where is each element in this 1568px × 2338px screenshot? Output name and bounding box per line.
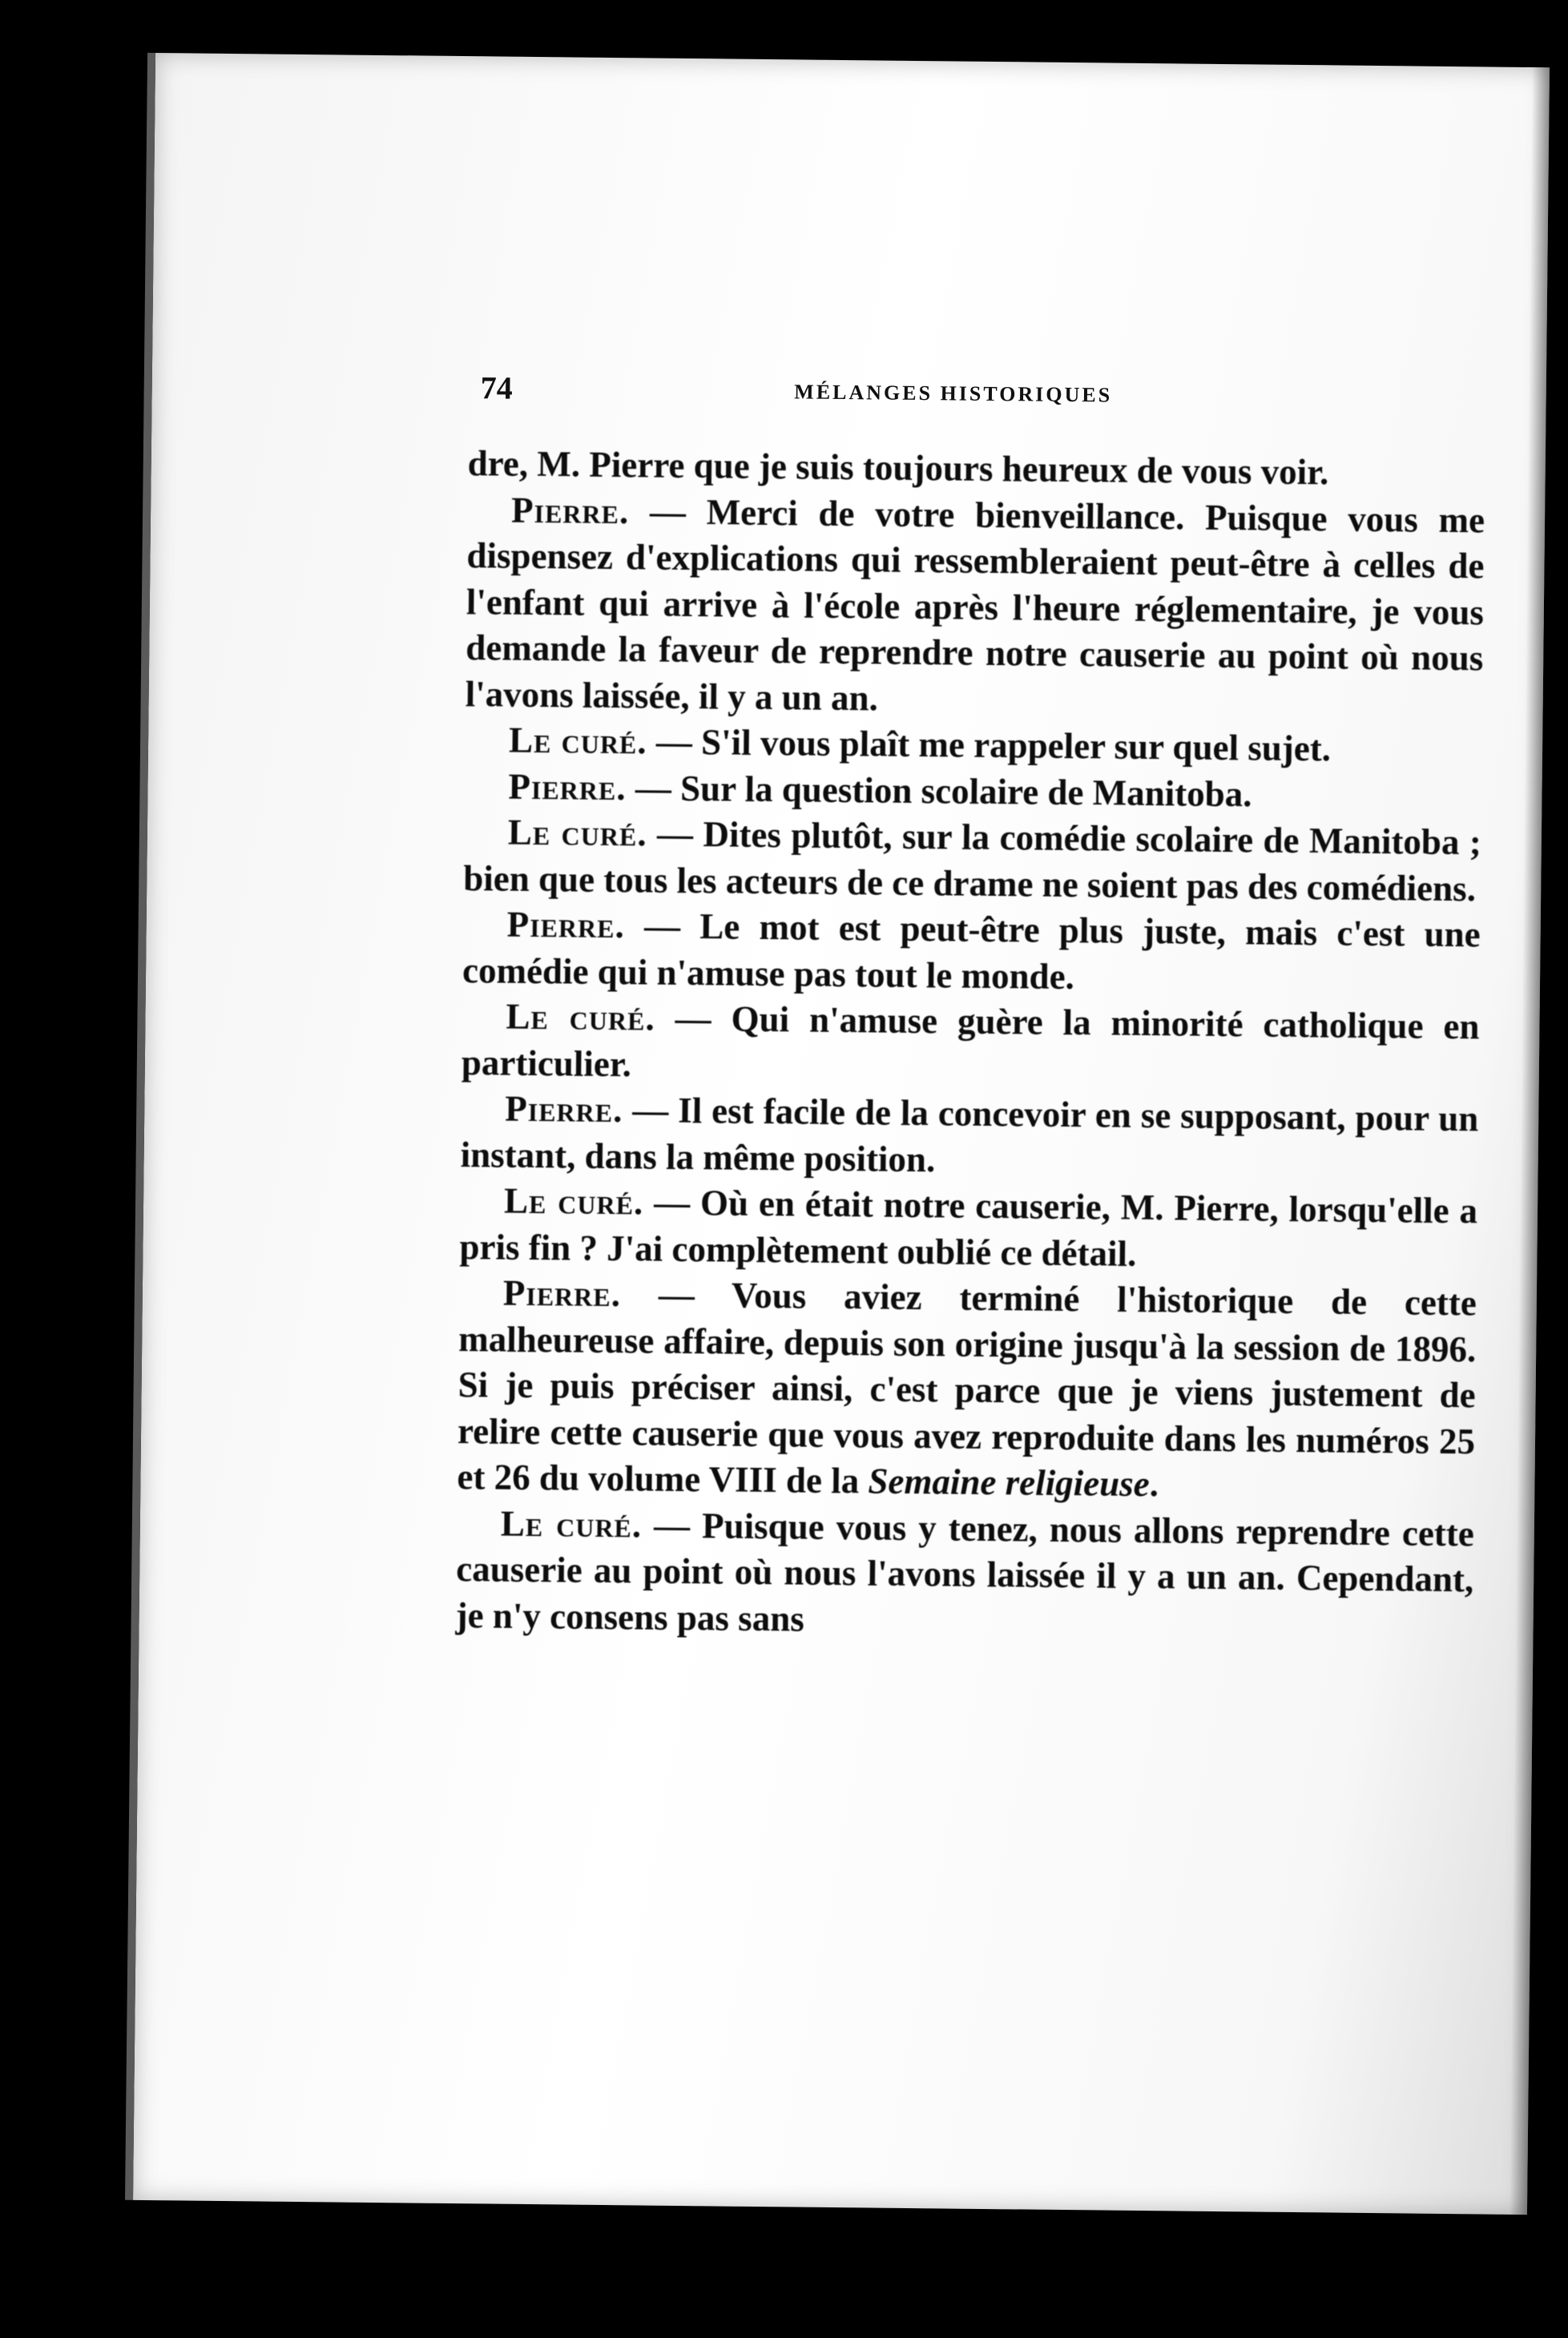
speaker-label: Pierre. <box>502 1272 622 1315</box>
italic-title: Semaine religieuse <box>868 1461 1150 1505</box>
paragraph <box>462 901 1481 1004</box>
speaker-label: Pierre. <box>505 1088 623 1131</box>
speaker-label: Pierre. <box>506 904 626 946</box>
paragraph <box>457 1270 1477 1511</box>
page-header <box>480 369 1474 427</box>
speaker-label: Le curé. <box>506 996 655 1038</box>
paragraph-tail: . <box>1149 1464 1159 1505</box>
paragraph-text: — Puisque vous y tenez, nous allons reprendre cette causerie au point où nous l'avons laissée il y a un an. Cependant, je n'y consens pas sans <box>455 1504 1475 1639</box>
paragraph-text: — Le mot est peut-être plus juste, mais c'est une comédie qui n'amuse pas tout le monde. <box>462 905 1481 997</box>
paragraph <box>455 1501 1474 1650</box>
paragraph-text: dre, M. Pierre que je suis toujours heureux de vous voir. <box>467 443 1329 493</box>
paragraph-text: — Vous aviez terminé l'historique de cette malheureuse affaire, depuis son origine jusqu'à la session de 1896. Si je puis préciser ainsi, c'est parce que je viens justement de relire cette causerie que vous avez reproduite dans les numéros 25 et 26 du volume VIII de la <box>457 1274 1477 1502</box>
speaker-label: Pierre. <box>510 490 630 531</box>
running-head: MÉLANGES HISTORIQUES <box>794 380 1113 407</box>
body-text <box>455 441 1485 1649</box>
book-page <box>125 53 1550 2215</box>
paragraph-text: — Dites plutôt, sur la comédie scolaire de Manitoba ; bien que tous les acteurs de ce drame ne soient pas des comédiens. <box>463 813 1482 909</box>
paragraph-text: — Où en était notre causerie, M. Pierre, lorsqu'elle a pris fin ? J'ai complètement oublié ce détail. <box>459 1182 1478 1274</box>
speaker-label: Le curé. <box>507 812 647 854</box>
paragraph <box>459 1178 1477 1280</box>
paragraph <box>462 994 1480 1096</box>
paragraph-text: — Qui n'amuse guère la minorité catholique en particulier. <box>461 998 1480 1084</box>
paragraph-text: — Sur la question scolaire de Manitoba. <box>626 767 1252 814</box>
paragraph-text: — Il est facile de la concevoir en se supposant, pour un instant, dans la même position. <box>460 1090 1479 1179</box>
speaker-label: Pierre. <box>508 766 627 808</box>
speaker-label: Le curé. <box>500 1503 643 1545</box>
paragraph <box>465 487 1485 728</box>
paragraph <box>463 809 1481 912</box>
page-number: 74 <box>480 369 513 406</box>
paragraph <box>460 1086 1478 1188</box>
speaker-label: Le curé. <box>503 1180 644 1223</box>
paragraph-text: — Merci de votre bienveillance. Puisque vous me dispensez d'explications qui ressembleraient peut-être à celles de l'enfant qui arrive à l'école après l'heure réglementaire, je vous demande la faveur de reprendre notre causerie au point où nous l'avons laissée, il y a un an. <box>465 490 1485 719</box>
speaker-label: Le curé. <box>508 720 647 762</box>
paragraph-text: — S'il vous plaît me rappeler sur quel sujet. <box>647 721 1332 769</box>
